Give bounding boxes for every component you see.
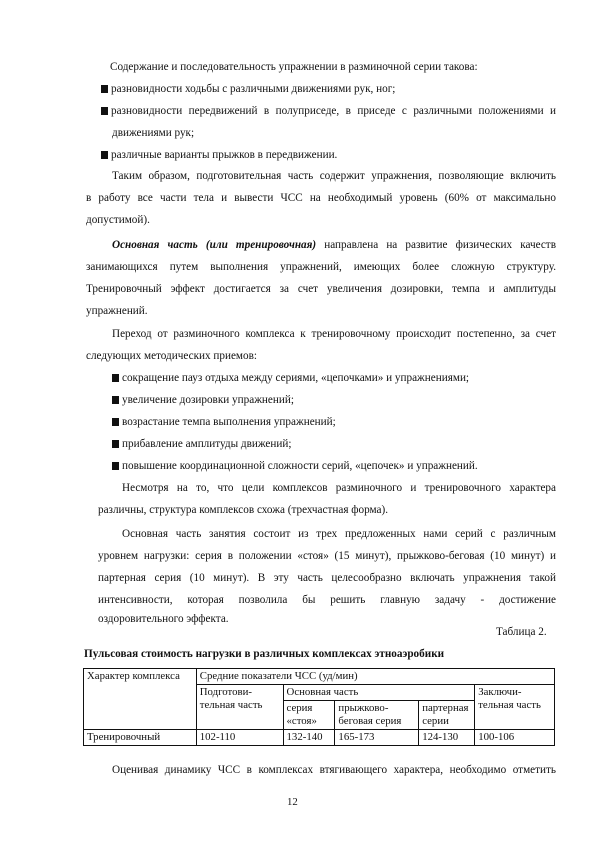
row-floor: 124-130	[419, 730, 475, 746]
header-average: Средние показатели ЧСС (уд/мин)	[196, 669, 554, 685]
method-item: увеличение дозировки упражнений;	[112, 393, 294, 407]
header-main: Основная часть	[283, 685, 475, 701]
para4-line1: Переход от разминочного комплекса к тренировочному происходит постепенно, за счет	[112, 328, 556, 340]
table-row	[84, 730, 555, 746]
bullet-squat: разновидности передвижений в полуприседе, в приседе с различными положениями и	[101, 104, 556, 118]
para3-line2: занимающихся путем выполнения упражнений, имеющих более сложную структуру.	[86, 261, 556, 273]
bullet-squat-cont: движениями рук;	[112, 127, 195, 139]
para6-line4: интенсивности, которая позволила бы решить главную задачу - достижение	[98, 594, 556, 606]
para3-line1: Основная часть (или тренировочная) направлена на развитие физических качеств	[112, 239, 556, 251]
table-label: Таблица 2.	[496, 626, 547, 638]
para6-line3: партерная серия (10 минут). В эту часть целесообразно включать упражнения такой	[98, 572, 556, 584]
row-prep: 102-110	[196, 730, 283, 746]
header-standing: серия «стоя»	[283, 701, 335, 730]
table-header-row	[84, 669, 555, 685]
para5-line2: различны, структура комплексов схожа (трехчастная форма).	[98, 504, 389, 516]
header-jumping: прыжково-беговая серия	[335, 701, 419, 730]
bullet-walking: разновидности ходьбы с различными движениями рук, ног;	[101, 82, 395, 96]
square-bullet-icon	[101, 151, 108, 159]
para6-line5: оздоровительного эффекта.	[98, 613, 229, 625]
header-character: Характер комплекса	[84, 669, 197, 730]
square-bullet-icon	[112, 440, 119, 448]
page-number: 12	[287, 796, 298, 808]
row-standing: 132-140	[283, 730, 335, 746]
para2-line3: допустимой).	[86, 214, 150, 226]
closing-line: Оценивая динамику ЧСС в комплексах втягивающего характера, необходимо отметить	[112, 764, 556, 776]
para2-line1: Таким образом, подготовительная часть содержит упражнения, позволяющие включить	[112, 170, 556, 182]
square-bullet-icon	[112, 396, 119, 404]
row-final: 100-106	[475, 730, 555, 746]
para2-line2: в работу все части тела и вывести ЧСС на необходимый уровень (60% от максимально	[86, 192, 556, 204]
square-bullet-icon	[112, 462, 119, 470]
square-bullet-icon	[112, 374, 119, 382]
method-item: возрастание темпа выполнения упражнений;	[112, 415, 336, 429]
para6-line1: Основная часть занятия состоит из трех предложенных нами серий с различным	[122, 528, 556, 540]
main-part-emphasis: Основная часть (или тренировочная)	[112, 239, 317, 251]
intro-line: Содержание и последовательность упражнении в разминочной серии такова:	[110, 61, 478, 73]
method-item: прибавление амплитуды движений;	[112, 437, 291, 451]
table-title: Пульсовая стоимость нагрузки в различных комплексах этноаэробики	[84, 648, 445, 660]
para3-line4: упражнений.	[86, 305, 148, 317]
row-jumping: 165-173	[335, 730, 419, 746]
row-name: Тренировочный	[84, 730, 197, 746]
pulse-table	[83, 668, 555, 746]
square-bullet-icon	[101, 107, 108, 115]
square-bullet-icon	[101, 85, 108, 93]
header-floor: партерная серии	[419, 701, 475, 730]
para4-line2: следующих методических приемов:	[86, 350, 257, 362]
square-bullet-icon	[112, 418, 119, 426]
bullet-jumps: различные варианты прыжков в передвижении.	[101, 148, 337, 162]
para6-line2: уровнем нагрузки: серия в положении «стоя» (15 минут), прыжково-беговая (10 минут) и	[98, 550, 556, 562]
para5-line1: Несмотря на то, что цели комплексов разминочного и тренировочного характера	[122, 482, 556, 494]
method-item: сокращение пауз отдыха между сериями, «цепочками» и упражнениями;	[112, 371, 469, 385]
para3-line3: Тренировочный эффект достигается за счет увеличения дозировки, темпа и амплитуды	[86, 283, 556, 295]
header-final: Заключи-тельная часть	[475, 685, 555, 730]
header-prep: Подготови-тельная часть	[196, 685, 283, 730]
method-item: повышение координационной сложности серий, «цепочек» и упражнений.	[112, 459, 478, 473]
